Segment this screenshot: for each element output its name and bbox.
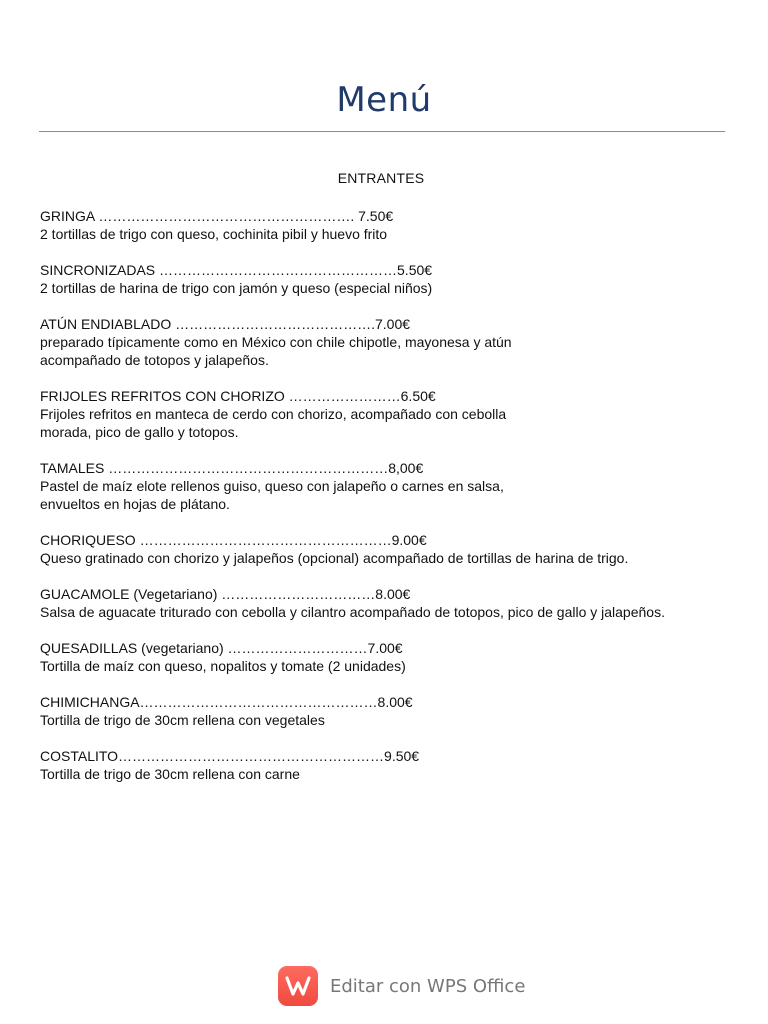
- page-title: Menú: [336, 80, 432, 120]
- menu-item-description: 2 tortillas de trigo con queso, cochinita pibil y huevo frito: [40, 226, 388, 242]
- menu-item-description: Frijoles refritos en manteca de cerdo con chorizo, acompañado con cebolla: [40, 406, 507, 422]
- menu-item-description: Tortilla de trigo de 30cm rellena con vegetales: [40, 712, 325, 728]
- menu-item-description: Pastel de maíz elote rellenos guiso, queso con jalapeño o carnes en salsa,: [40, 478, 504, 494]
- menu-item: [40, 459, 740, 513]
- menu-item: [40, 639, 740, 675]
- menu-item: [40, 531, 740, 567]
- menu-item-heading: ATÚN ENDIABLADO …………………………………….7.00€: [40, 316, 411, 332]
- title-divider: [39, 131, 725, 132]
- menu-item-heading: TAMALES ……………………………………………………8,00€: [40, 460, 424, 476]
- menu-item-description: 2 tortillas de harina de trigo con jamón y queso (especial niños): [40, 280, 433, 296]
- menu-item-description: Salsa de aguacate triturado con cebolla y cilantro acompañado de totopos, pico de gallo y jalapeños.: [40, 604, 665, 620]
- menu-item-heading: GRINGA ………………………………………………. 7.50€: [40, 208, 394, 224]
- menu-item: [40, 207, 740, 243]
- section-title: ENTRANTES: [337, 170, 425, 186]
- menu-item-description: acompañado de totopos y jalapeños.: [40, 352, 269, 368]
- menu-list: [40, 207, 740, 801]
- menu-item-description: preparado típicamente como en México con chile chipotle, mayonesa y atún: [40, 334, 512, 350]
- menu-item-description: Tortilla de maíz con queso, nopalitos y tomate (2 unidades): [40, 658, 406, 674]
- menu-item-heading: CHORIQUESO ………………………………………………9.00€: [40, 532, 427, 548]
- footer-label: Editar con WPS Office: [330, 975, 526, 997]
- menu-item: [40, 315, 740, 369]
- menu-item-heading: FRIJOLES REFRITOS CON CHORIZO ……………………6.50€: [40, 388, 436, 404]
- menu-item-heading: SINCRONIZADAS ……………………………………………5.50€: [40, 262, 433, 278]
- edit-with-wps-button[interactable]: [278, 964, 525, 1008]
- menu-item: [40, 693, 740, 729]
- menu-item-description: morada, pico de gallo y totopos.: [40, 424, 239, 440]
- menu-item: [40, 747, 740, 783]
- menu-item-heading: COSTALITO…………………………………………………9.50€: [40, 748, 420, 764]
- menu-item-heading: QUESADILLAS (vegetariano) …………………………7.00€: [40, 640, 403, 656]
- wps-office-logo-icon: [278, 966, 318, 1006]
- menu-item-description: Tortilla de trigo de 30cm rellena con carne: [40, 766, 300, 782]
- menu-item-description: Queso gratinado con chorizo y jalapeños (opcional) acompañado de tortillas de harina de trigo.: [40, 550, 629, 566]
- menu-item-description: envueltos en hojas de plátano.: [40, 496, 230, 512]
- menu-item-heading: GUACAMOLE (Vegetariano) ……………………………8.00€: [40, 586, 411, 602]
- menu-item: [40, 585, 740, 621]
- menu-item: [40, 261, 740, 297]
- menu-item: [40, 387, 740, 441]
- menu-item-heading: CHIMICHANGA……………………………………………8.00€: [40, 694, 413, 710]
